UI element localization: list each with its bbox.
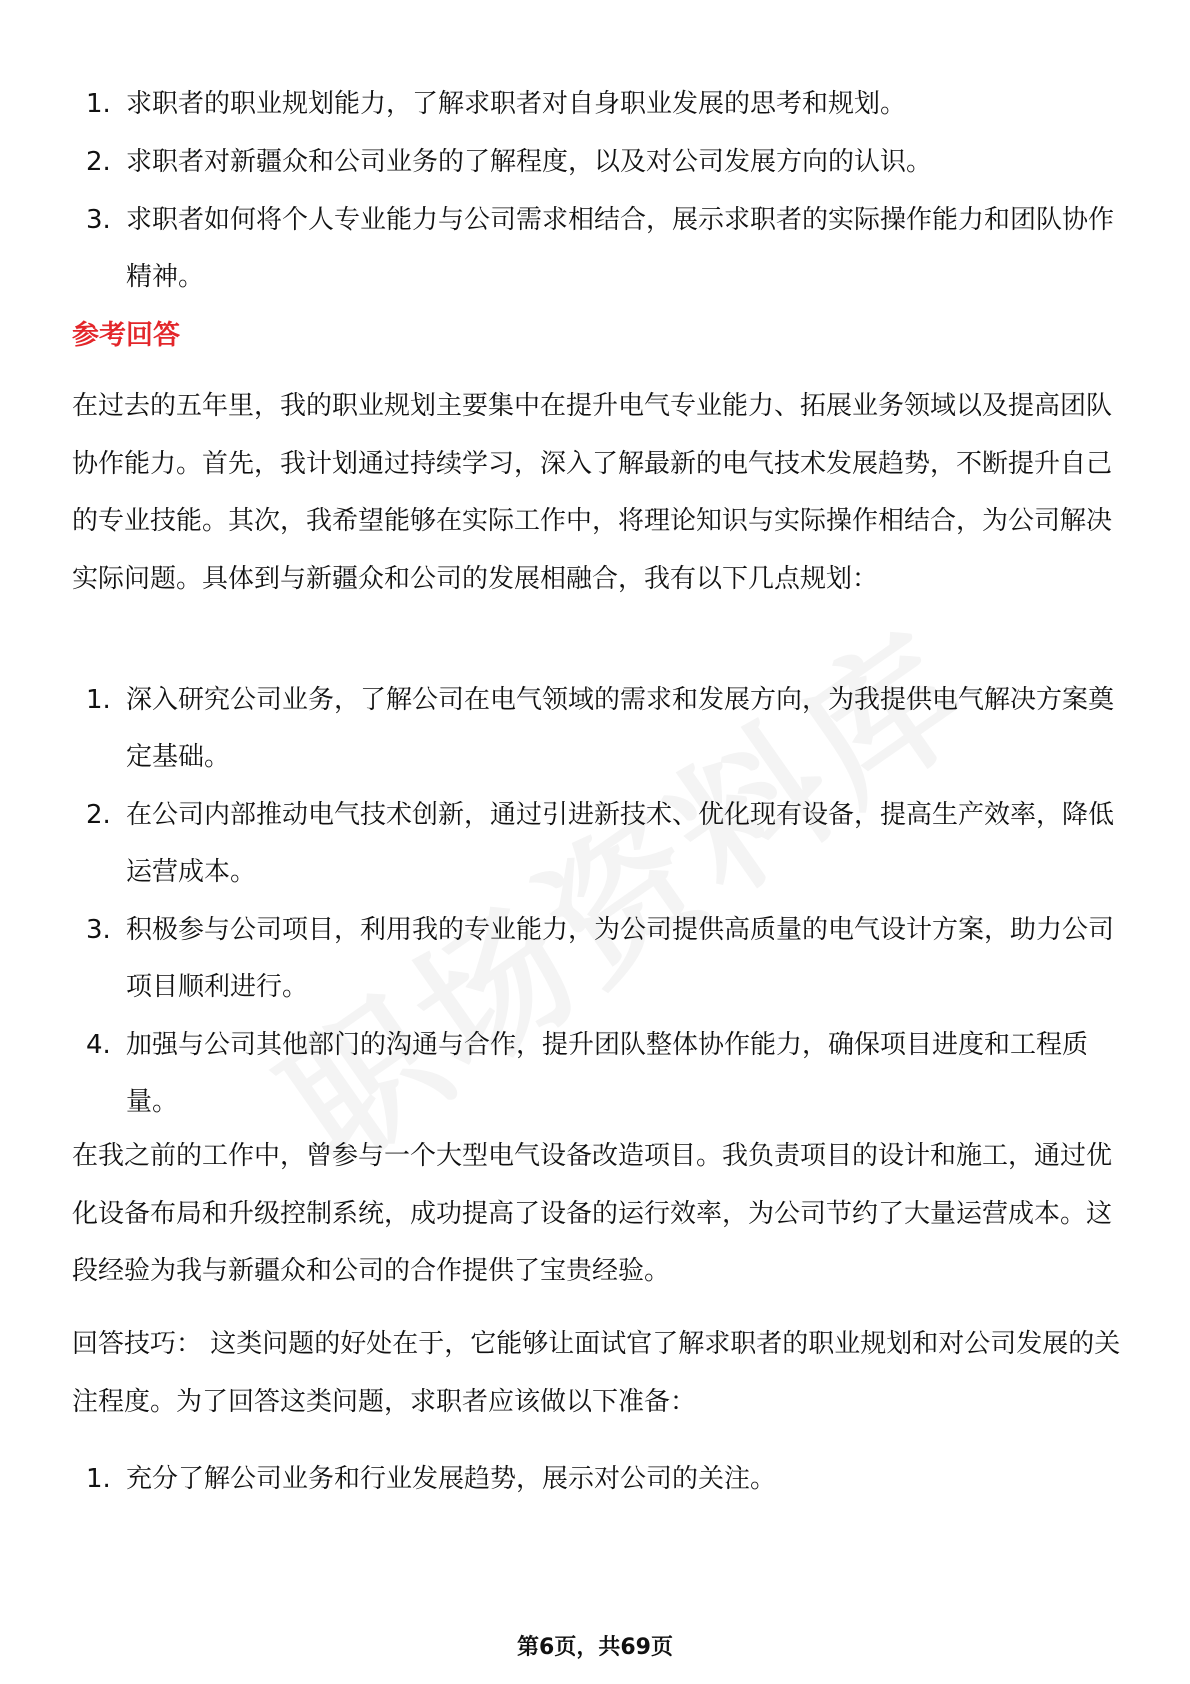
list-number: 2.: [86, 800, 111, 830]
list-item-text: 充分了解公司业务和行业发展趋势，展示对公司的关注。: [126, 1464, 777, 1494]
list-number: 3.: [86, 205, 111, 235]
plan-list: [72, 672, 1122, 1132]
list-item: [72, 1017, 1122, 1131]
list-number: 1.: [86, 685, 111, 715]
list-item: [72, 76, 1122, 133]
page-footer: 第6页，共69页: [517, 1635, 673, 1660]
list-item: [72, 1451, 1122, 1508]
list-number: 1.: [86, 1464, 111, 1494]
list-item-text: 求职者对新疆众和公司业务的了解程度，以及对公司发展方向的认识。: [126, 147, 933, 177]
list-number: 4.: [86, 1030, 111, 1060]
list-item-text: 深入研究公司业务，了解公司在电气领域的需求和发展方向，为我提供电气解决方案奠定基础。: [126, 685, 1115, 772]
list-item-text: 求职者的职业规划能力，了解求职者对自身职业发展的思考和规划。: [126, 89, 907, 119]
list-item-text: 积极参与公司项目，利用我的专业能力，为公司提供高质量的电气设计方案，助力公司项目顺利进行。: [126, 915, 1115, 1002]
list-item-text: 加强与公司其他部门的沟通与合作，提升团队整体协作能力，确保项目进度和工程质量。: [126, 1030, 1089, 1117]
list-item: [72, 672, 1122, 786]
list-item-text: 在公司内部推动电气技术创新，通过引进新技术、优化现有设备，提高生产效率，降低运营成本。: [126, 800, 1115, 887]
intro-list: [72, 76, 1122, 307]
list-item: [72, 192, 1122, 306]
answer-paragraph: 在过去的五年里，我的职业规划主要集中在提升电气专业能力、拓展业务领域以及提高团队协作能力。首先，我计划通过持续学习，深入了解最新的电气技术发展趋势，不断提升自己的专业技能。其次，我希望能够在实际工作中，将理论知识与实际操作相结合，为公司解决实际问题。具体到与新疆众和公司的发展相融合，我有以下几点规划：: [72, 391, 1113, 594]
list-number: 1.: [86, 89, 111, 119]
experience-paragraph: 在我之前的工作中，曾参与一个大型电气设备改造项目。我负责项目的设计和施工，通过优化设备布局和升级控制系统，成功提高了设备的运行效率，为公司节约了大量运营成本。这段经验为我与新疆众和公司的合作提供了宝贵经验。: [72, 1141, 1113, 1286]
list-item-text: 求职者如何将个人专业能力与公司需求相结合，展示求职者的实际操作能力和团队协作精神。: [126, 205, 1115, 292]
list-number: 3.: [86, 915, 111, 945]
section-heading: 参考回答: [72, 320, 180, 351]
list-item: [72, 902, 1122, 1016]
list-item: [72, 787, 1122, 901]
list-item: [72, 134, 1122, 191]
list-number: 2.: [86, 147, 111, 177]
tips-list: [72, 1451, 1122, 1509]
tips-paragraph: 回答技巧： 这类问题的好处在于，它能够让面试官了解求职者的职业规划和对公司发展的关注程度。为了回答这类问题，求职者应该做以下准备：: [72, 1329, 1121, 1417]
